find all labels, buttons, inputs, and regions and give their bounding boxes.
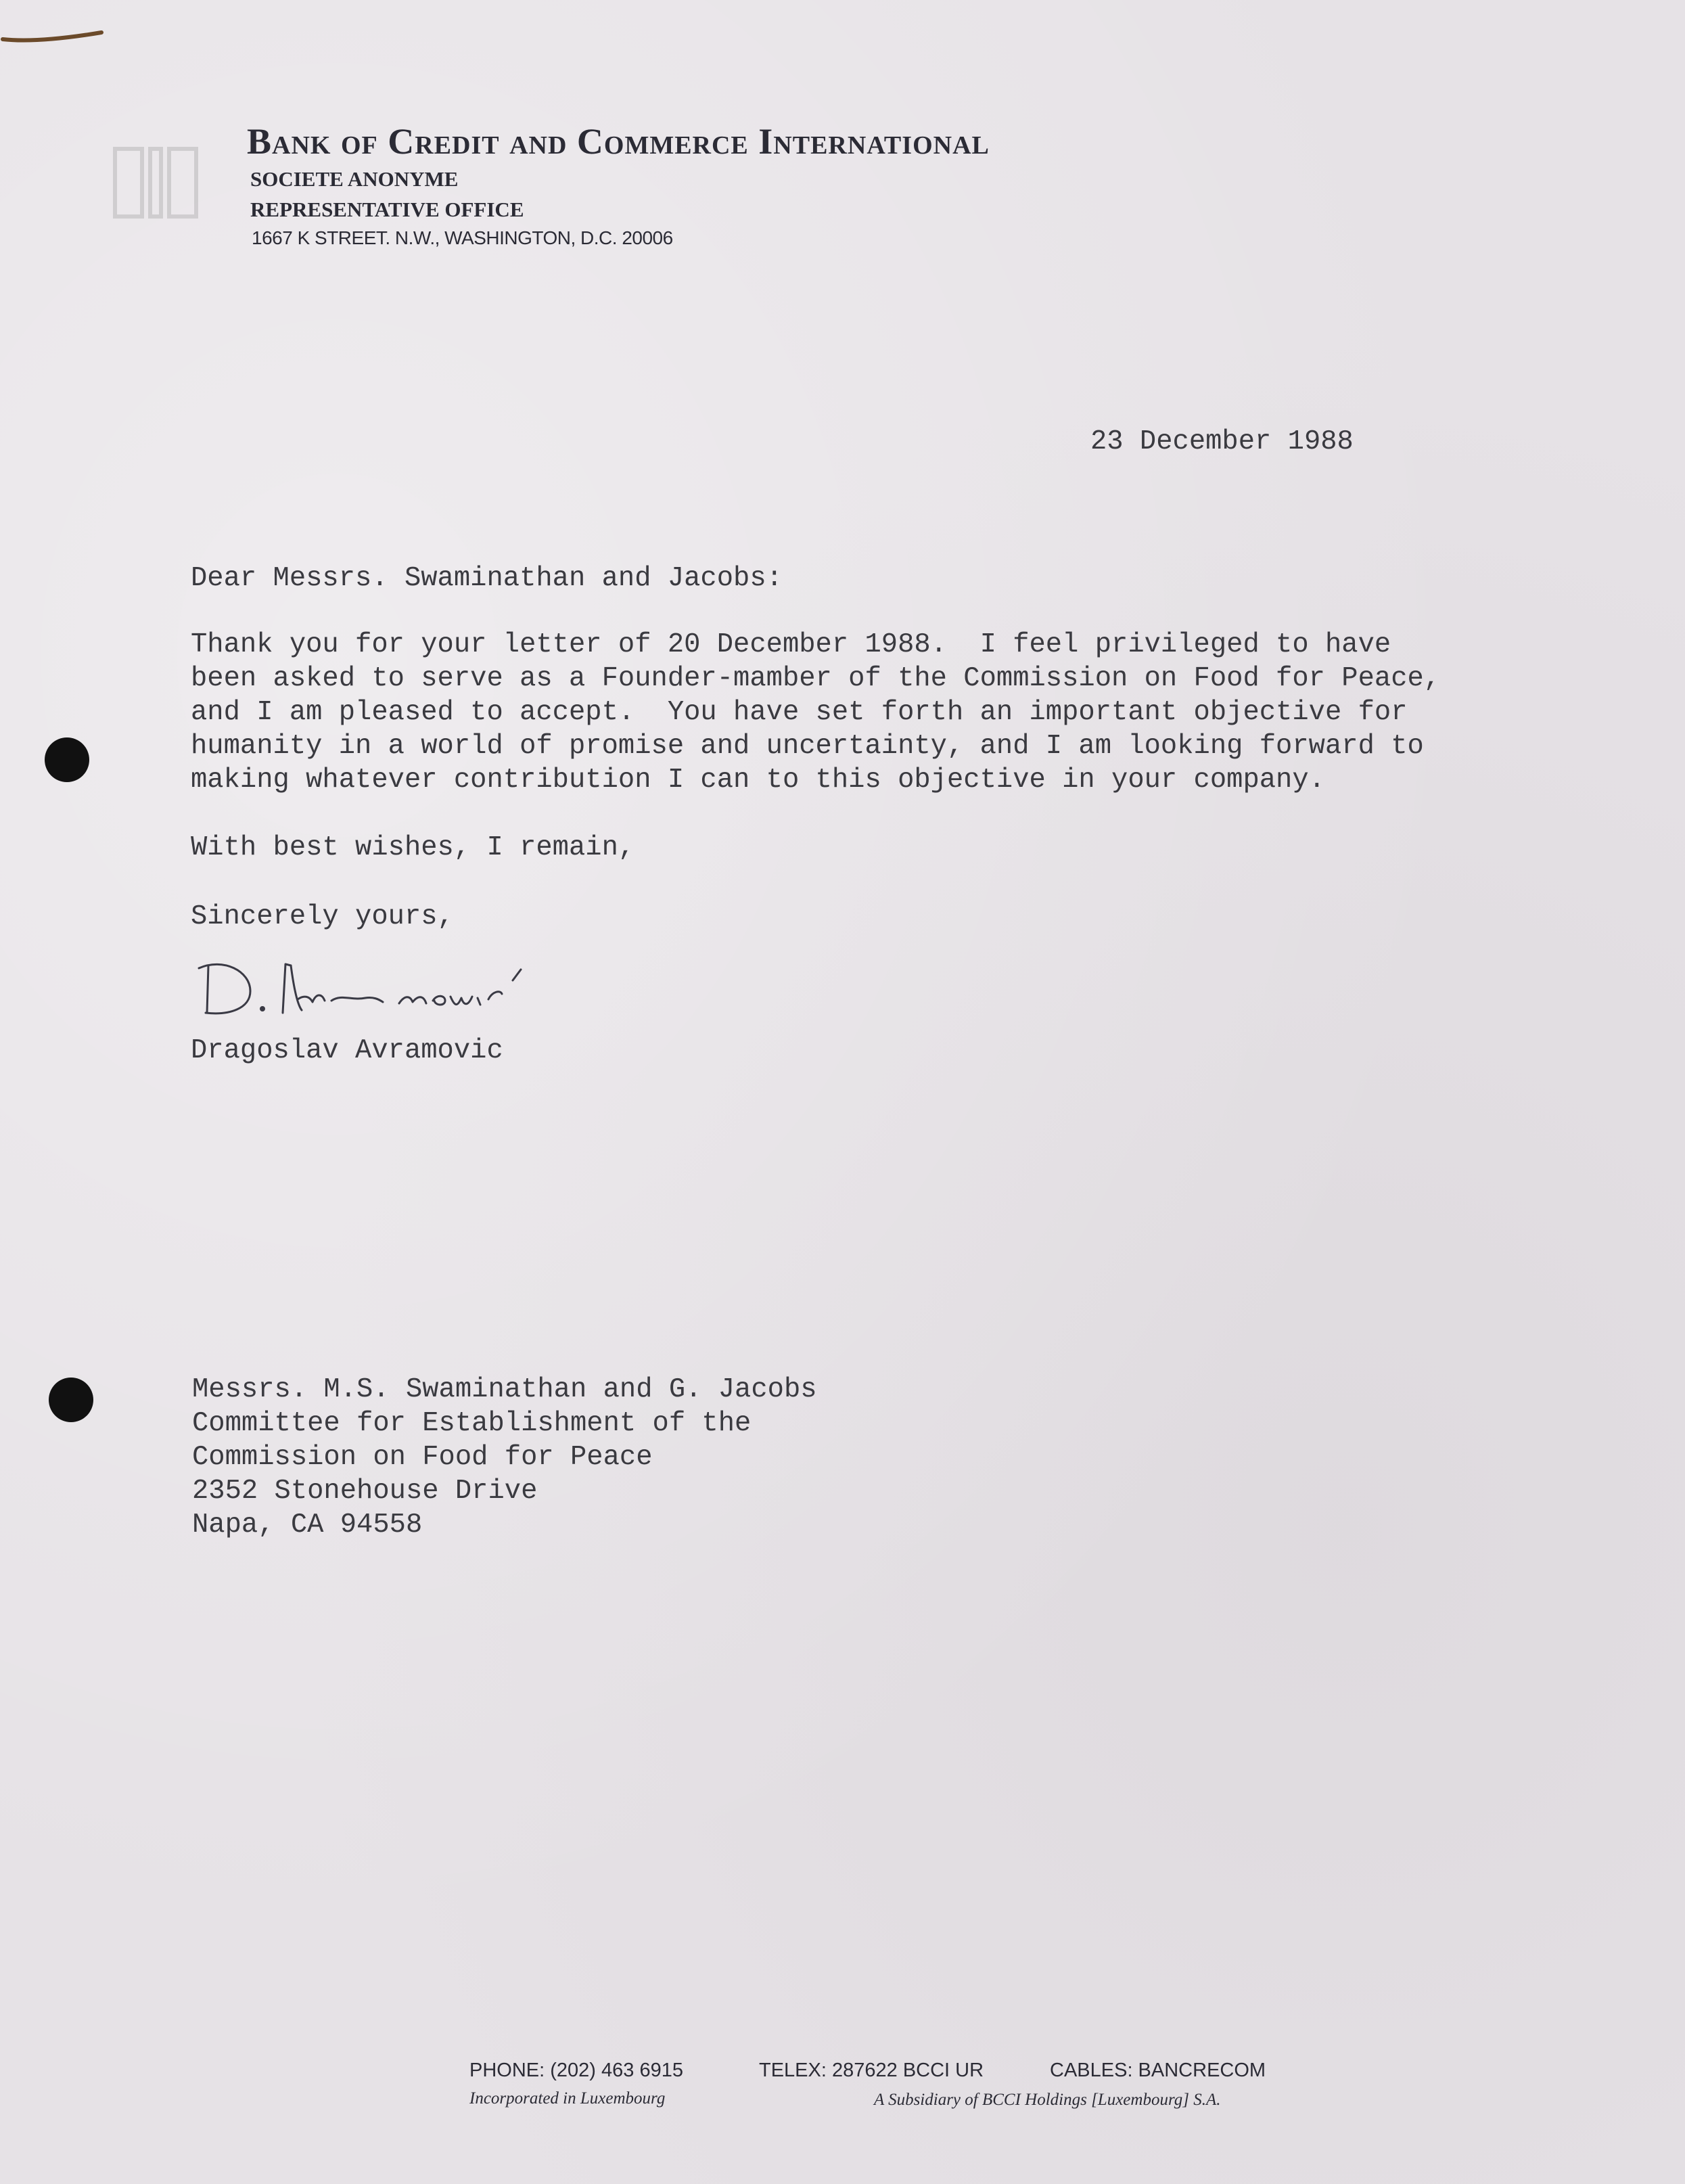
footer-phone: PHONE: (202) 463 6915 xyxy=(469,2060,683,2081)
bank-address: 1667 K STREET. N.W., WASHINGTON, D.C. 20006 xyxy=(252,227,673,248)
staple-mark xyxy=(0,14,115,47)
bank-name: Bank of Credit and Commerce International xyxy=(247,121,990,162)
body-paragraph xyxy=(191,628,1440,797)
punch-hole xyxy=(45,737,89,782)
body-line: Thank you for your letter of 20 December 1988. I feel privileged to have xyxy=(191,629,1391,660)
recipient-address xyxy=(192,1373,817,1542)
footer-incorporated: Incorporated in Luxembourg xyxy=(469,2089,666,2108)
salutation: Dear Messrs. Swaminathan and Jacobs: xyxy=(191,563,783,594)
recipient-line: Messrs. M.S. Swaminathan and G. Jacobs xyxy=(192,1374,817,1405)
body-line: humanity in a world of promise and uncertainty, and I am looking forward to xyxy=(191,731,1424,762)
closing-wish: With best wishes, I remain, xyxy=(191,832,635,863)
closing: Sincerely yours, xyxy=(191,901,454,932)
footer-telex: TELEX: 287622 BCCI UR xyxy=(759,2060,984,2081)
recipient-line: 2352 Stonehouse Drive xyxy=(192,1476,538,1507)
societe-anonyme: SOCIETE ANONYME xyxy=(250,167,459,191)
representative-office: REPRESENTATIVE OFFICE xyxy=(250,198,524,221)
footer-cables: CABLES: BANCRECOM xyxy=(1050,2060,1266,2081)
bank-logo-icon xyxy=(108,142,203,230)
signer-name: Dragoslav Avramovic xyxy=(191,1035,503,1066)
recipient-line: Committee for Establishment of the xyxy=(192,1408,752,1439)
footer-subsidiary: A Subsidiary of BCCI Holdings [Luxembourg] S.A. xyxy=(874,2091,1221,2109)
body-line: been asked to serve as a Founder-mamber of the Commission on Food for Peace, xyxy=(191,663,1441,694)
body-line: and I am pleased to accept. You have set forth an important objective for xyxy=(191,697,1408,728)
punch-hole xyxy=(49,1378,93,1422)
body-line: making whatever contribution I can to this objective in your company. xyxy=(191,765,1325,796)
recipient-line: Napa, CA 94558 xyxy=(192,1509,423,1541)
recipient-line: Commission on Food for Peace xyxy=(192,1442,653,1473)
letter-date: 23 December 1988 xyxy=(1090,426,1354,457)
handwritten-signature xyxy=(196,951,582,1025)
